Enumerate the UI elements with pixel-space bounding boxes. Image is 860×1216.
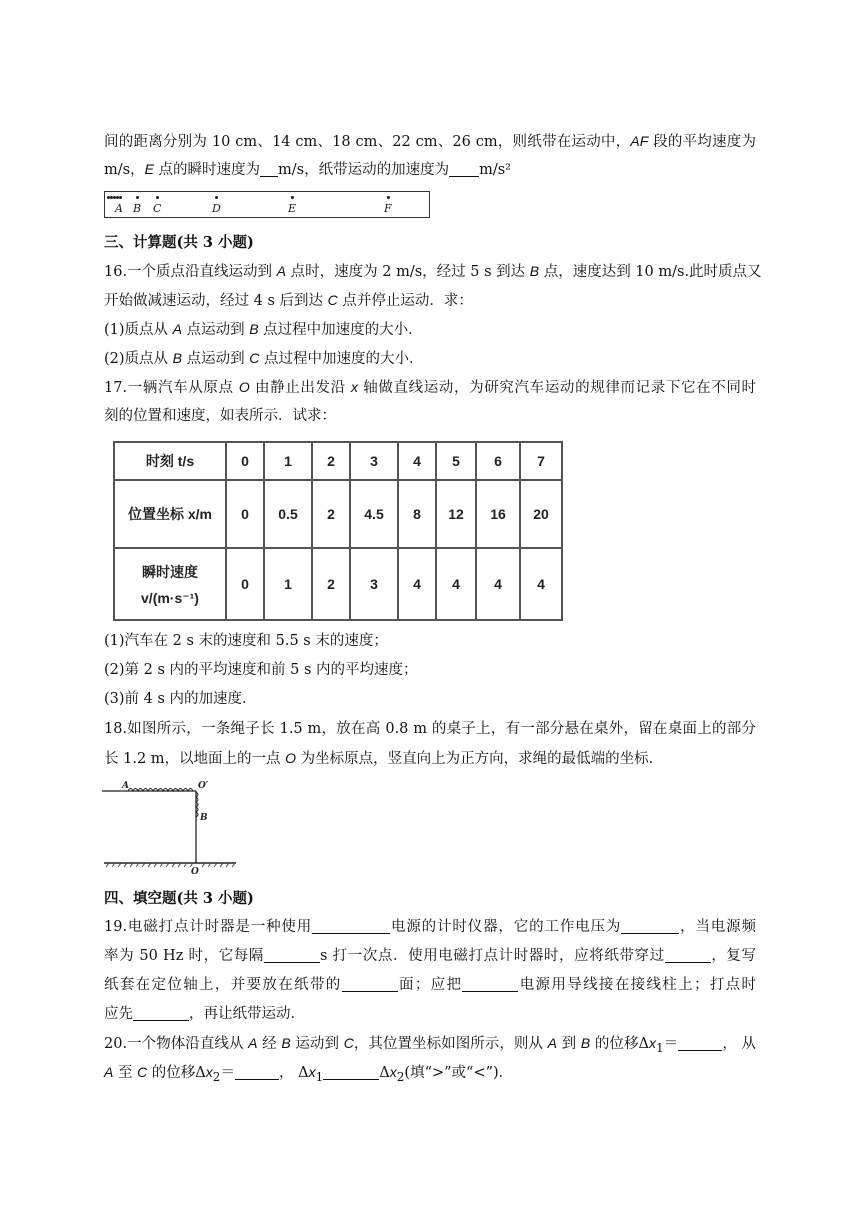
tape-dot-e: [291, 196, 294, 199]
blank-voltage[interactable]: [621, 918, 679, 934]
table-cell: 4: [398, 548, 436, 620]
tape-label-e: E: [288, 202, 297, 215]
q18-line-1: 18.如图所示，一条绳子长 1.5 m，放在高 0.8 m 的桌子上，有一部分悬在桌外，留在桌面上的部分: [104, 721, 756, 737]
table-header-time: 时刻 t/s: [114, 442, 226, 480]
q16-line-1: 16.一个质点沿直线运动到 A 点时，速度为 2 m/s，经过 5 s 到达 B 点，速度达到 10 m/s.此时质点又: [104, 263, 762, 280]
q16-part-1: (1)质点从 A 点运动到 B 点过程中加速度的大小．: [104, 321, 423, 338]
blank-source[interactable]: [462, 976, 518, 992]
table-cell: 0: [226, 442, 264, 480]
table-cell: 8: [398, 480, 436, 548]
table-row-velocity: [114, 548, 562, 620]
blank-interval[interactable]: [264, 947, 320, 963]
tape-label-f: F: [384, 202, 392, 215]
table-cell: 5: [436, 442, 476, 480]
table-cell: 6: [476, 442, 520, 480]
q17-part-3: (3)前 4 s 内的加速度．: [104, 691, 257, 707]
table-cell: 12: [436, 480, 476, 548]
tape-label-b: B: [133, 202, 142, 215]
table-cell: 20: [520, 480, 562, 548]
table-cell: 4.5: [350, 480, 398, 548]
label-o: O: [191, 867, 199, 874]
section-4-title: 四、填空题(共 3 小题): [104, 890, 254, 907]
label-o-prime: O′: [198, 781, 209, 791]
section-3-title: 三、计算题(共 3 小题): [104, 234, 254, 251]
ticker-tape-figure: [104, 191, 430, 218]
table-cell: 4: [398, 442, 436, 480]
table-cell: 0: [226, 548, 264, 620]
table-cell: 4: [436, 548, 476, 620]
q17-part-1: (1)汽车在 2 s 末的速度和 5.5 s 末的速度；: [104, 633, 388, 649]
table-cell: 3: [350, 442, 398, 480]
blank-displacement-2[interactable]: [235, 1064, 279, 1080]
tape-dot-c: [156, 196, 159, 199]
blank-first-step[interactable]: [133, 1005, 189, 1021]
label-a: A: [122, 781, 129, 791]
tape-dot-b: [136, 196, 139, 199]
motion-data-table: [113, 441, 563, 621]
q17-part-2: (2)第 2 s 内的平均速度和前 5 s 内的平均速度；: [104, 662, 418, 678]
table-cell: 1: [264, 442, 312, 480]
q19-line-3: 纸套在定位轴上，并要放在纸带的 面；应把 电源用导线接在接线柱上；打点时: [104, 977, 757, 993]
blank-power-type[interactable]: [312, 918, 390, 934]
q16-line-2: 开始做减速运动，经过 4 s 后到达 C 点并停止运动．求：: [104, 292, 473, 309]
q15-line-1: 间的距离分别为 10 cm、14 cm、18 cm、22 cm、26 cm，则纸带在运动中，AF 段的平均速度为: [104, 133, 756, 150]
table-row-position: [114, 480, 562, 548]
blank-acceleration[interactable]: [449, 161, 479, 177]
tape-dot-f: [387, 196, 390, 199]
tape-label-a: A: [115, 202, 123, 215]
blank-e-velocity[interactable]: [260, 161, 278, 177]
blank-pass-through[interactable]: [665, 947, 711, 963]
blank-displacement-1[interactable]: [678, 1035, 722, 1051]
q16-part-2: (2)质点从 B 点运动到 C 点过程中加速度的大小．: [104, 350, 424, 367]
tape-label-d: D: [212, 202, 221, 215]
table-cell: 2: [312, 548, 350, 620]
table-cell: 0: [226, 480, 264, 548]
table-header-velocity: 瞬时速度 v/(m·s⁻¹): [114, 548, 226, 620]
q20-line-2: A 至 C 的位移$\Delta x_2=$ ， $\Delta x_1$ $\Delta x_2$(填“>”或“<”)．: [104, 1064, 514, 1084]
table-cell: 7: [520, 442, 562, 480]
table-cell: 3: [350, 548, 398, 620]
label-b: B: [200, 813, 208, 823]
blank-side[interactable]: [342, 976, 398, 992]
q18-line-2: 长 1.2 m，以地面上的一点 O 为坐标原点，竖直向上为正方向，求绳的最低端的坐标．: [104, 750, 664, 767]
tape-label-c: C: [153, 202, 162, 215]
table-cell: 4: [520, 548, 562, 620]
tape-dot-d: [215, 196, 218, 199]
table-row-time: [114, 442, 562, 480]
blank-compare[interactable]: [323, 1064, 379, 1080]
q19-line-2: 率为 50 Hz 时，它每隔 s 打一次点．使用电磁打点计时器时，应将纸带穿过 ，复写: [104, 948, 756, 964]
tape-dot: [119, 196, 122, 199]
table-cell: 1: [264, 548, 312, 620]
rope-table-figure: [102, 778, 242, 874]
q17-line-2: 刻的位置和速度，如表所示．试求：: [104, 408, 336, 424]
table-cell: 2: [312, 480, 350, 548]
q19-line-4: 应先 ，再让纸带运动．: [104, 1006, 305, 1022]
q17-line-1: 17.一辆汽车从原点 O 由静止出发沿 x 轴做直线运动，为研究汽车运动的规律而记录下它在不同时: [104, 379, 756, 396]
q19-line-1: 19.电磁打点计时器是一种使用 电源的计时仪器，它的工作电压为 ，当电源频: [104, 919, 757, 935]
table-cell: 0.5: [264, 480, 312, 548]
table-header-position: 位置坐标 x/m: [114, 480, 226, 548]
q20-line-1: 20.一个物体沿直线从 A 经 B 运动到 C，其位置坐标如图所示，则从 A 到 B 的位移$\Delta x_1=$ ， 从: [104, 1035, 757, 1055]
table-cell: 4: [476, 548, 520, 620]
table-cell: 2: [312, 442, 350, 480]
table-cell: 16: [476, 480, 520, 548]
q15-line-2: m/s，E 点的瞬时速度为 m/s，纸带运动的加速度为 m/s²: [104, 161, 511, 178]
